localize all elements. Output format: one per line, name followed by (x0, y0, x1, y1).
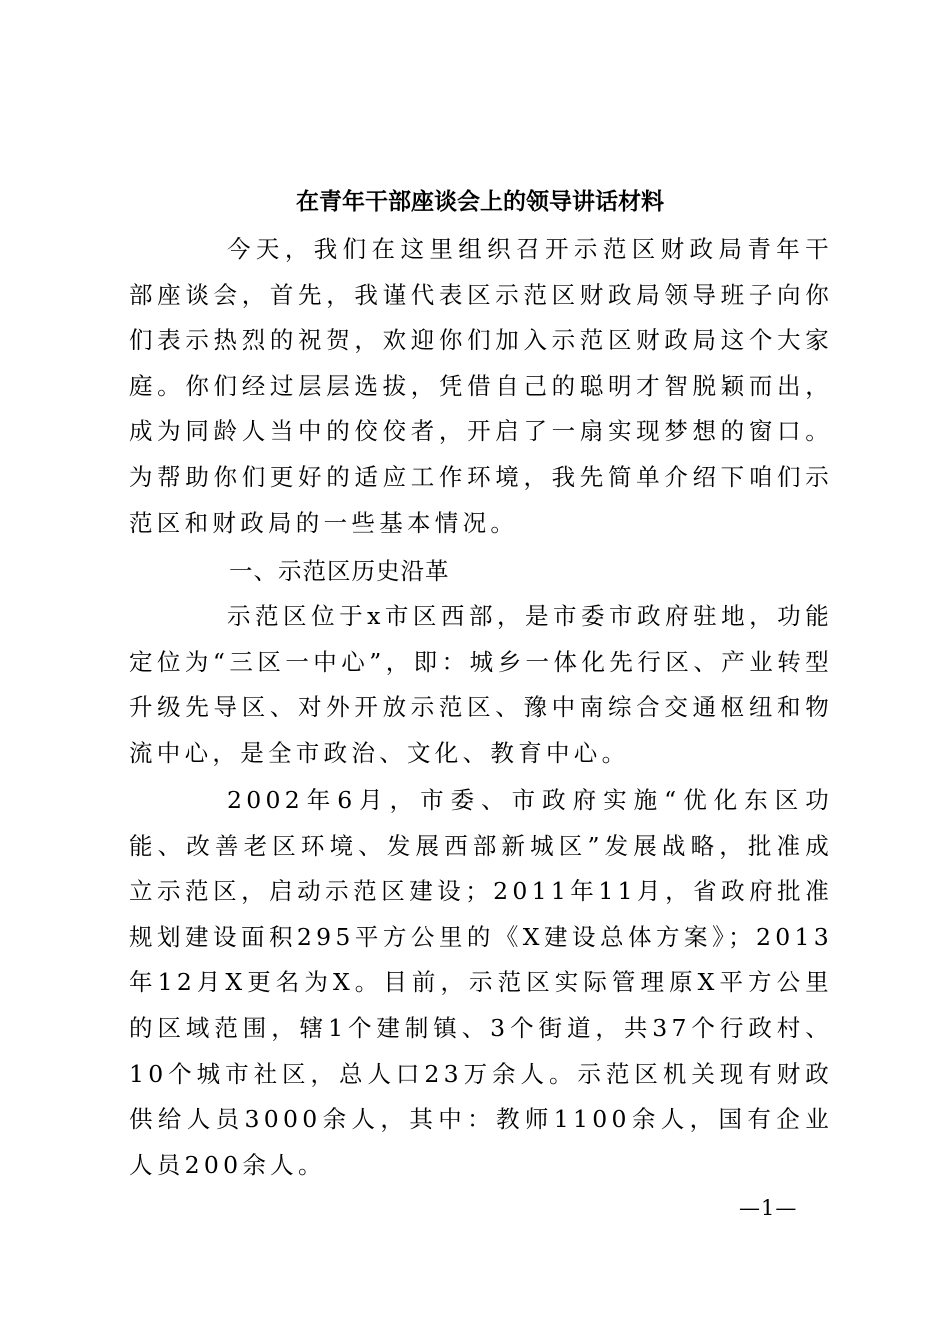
section-heading-history: 一、示范区历史沿革 (229, 557, 450, 585)
document-title: 在青年干部座谈会上的领导讲话材料 (296, 188, 664, 215)
paragraph-opening: 今天，我们在这里组织召开示范区财政局青年干部座谈会，首先，我谨代表区示范区财政局领导班子向你们表示热烈的祝贺，欢迎你们加入示范区财政局这个大家庭。你们经过层层选拔，凭借自己的聪明才智脱颖而出，成为同龄人当中的佼佼者，开启了一扇实现梦想的窗口。为帮助你们更好的适应工作环境，我先简单介绍下咱们示范区和财政局的一些基本情况。 (129, 235, 833, 537)
paragraph-location: 示范区位于x市区西部，是市委市政府驻地，功能定位为“三区一中心”，即：城乡一体化先行区、产业转型升级先导区、对外开放示范区、豫中南综合交通枢纽和物流中心，是全市政治、文化、教育中心。 (129, 602, 833, 767)
paragraph-history: 2002年6月，市委、市政府实施“优化东区功能、改善老区环境、发展西部新城区”发展战略，批准成立示范区，启动示范区建设；2011年11月，省政府批准规划建设面积295平方公里的《X建设总体方案》；2013年12月X更名为X。目前，示范区实际管理原X平方公里的区域范围，辖1个建制镇、3个街道，共37个行政村、10个城市社区，总人口23万余人。示范区机关现有财政供给人员3000余人，其中：教师1100余人，国有企业人员200余人。 (129, 786, 833, 1179)
page-number: —1— (739, 1196, 798, 1220)
